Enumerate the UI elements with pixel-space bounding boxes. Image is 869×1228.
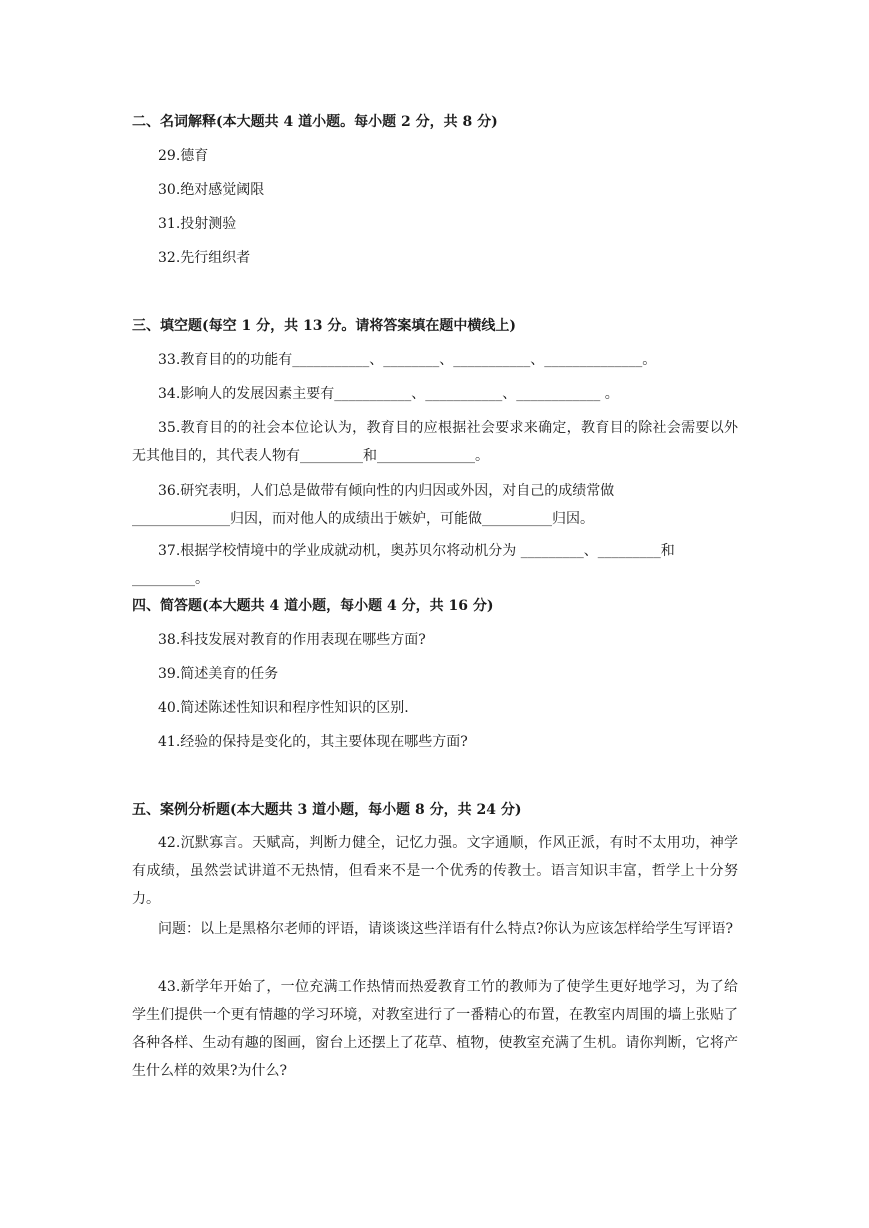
question-33: 33.教育目的的功能有___________、________、___________、______________。 — [158, 352, 657, 368]
question-41: 41.经验的保持是变化的，其主要体现在哪些方面? — [158, 734, 468, 750]
question-29: 29.德育 — [158, 148, 209, 164]
question-40: 40.简述陈述性知识和程序性知识的区别. — [158, 700, 409, 716]
question-42: 42.沉默寡言。天赋高，判断力健全，记忆力强。文字通顺，作风正派，有时不太用功，神学有成绩，虽然尝试讲道不无热情，但看来不是一个优秀的传教士。语言知识丰富，哲学上十分努力。 — [132, 835, 738, 907]
question-37-line2: _________。 — [132, 571, 209, 587]
question-39: 39.简述美育的任务 — [158, 666, 279, 682]
section5-title: 五、案例分析题(本大题共 3 道小题，每小题 8 分，共 24 分) — [132, 802, 522, 818]
question-36-line1: 36.研究表明，人们总是做带有倾向性的内归因或外因，对自己的成绩常做 — [158, 483, 615, 499]
question-37-line1: 37.根据学校情境中的学业成就动机，奥苏贝尔将动机分为 _________、_________和 — [158, 543, 675, 559]
question-36-line2: ______________归因，而对他人的成绩出于嫉妒，可能做__________归因。 — [132, 511, 594, 527]
question-42-prompt: 问题：以上是黑格尔老师的评语，请谈谈这些洋语有什么特点?你认为应该怎样给学生写评语? — [158, 921, 734, 937]
section4-title: 四、简答题(本大题共 4 道小题，每小题 4 分，共 16 分) — [132, 598, 494, 614]
question-30: 30.绝对感觉阈限 — [158, 182, 265, 198]
section2-title: 二、名词解释(本大题共 4 道小题。每小题 2 分，共 8 分) — [132, 114, 498, 130]
question-32: 32.先行组织者 — [158, 250, 251, 266]
question-34: 34.影响人的发展因素主要有___________、___________、____________ 。 — [158, 386, 619, 402]
question-43: 43.新学年开始了，一位充满工作热情而热爱教育工竹的教师为了使学生更好地学习，为了给学生们提供一个更有情趣的学习环境，对教室进行了一番精心的布置，在教室内周围的墙上张贴了各种各样、生动有趣的图画，窗台上还摆上了花草、植物，使教室充满了生机。请你判断，它将产生什么样的效果?为什么? — [132, 979, 738, 1079]
question-31: 31.投射测验 — [158, 216, 237, 232]
question-35: 35.教育目的的社会本位论认为，教育目的应根据社会要求来确定，教育目的除社会需要以外无其他目的，其代表人物有_________和______________。 — [132, 420, 738, 464]
section3-title: 三、填空题(每空 1 分，共 13 分。请将答案填在题中横线上) — [132, 318, 516, 334]
question-38: 38.科技发展对教育的作用表现在哪些方面? — [158, 632, 426, 648]
